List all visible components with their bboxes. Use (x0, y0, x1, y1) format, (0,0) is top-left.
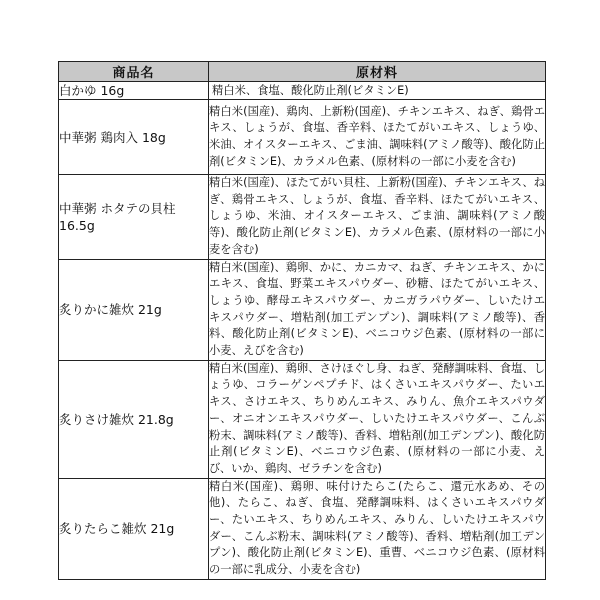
table-row (59, 478, 546, 579)
table-row (59, 100, 546, 175)
product-name-cell: 炙りさけ雑炊 21.8g (59, 360, 209, 478)
table-header-row (59, 62, 546, 82)
ingredients-cell: 精白米(国産)、鶏卵、かに、カニカマ、ねぎ、チキンエキス、かにエキス、食塩、野菜エキスパウダー、砂糖、ほたてがいエキス、しょうゆ、酵母エキスパウダー、カニガラパウダー、しいたけエキスパウダー、増粘剤(加工デンプン)、調味料(アミノ酸等)、香料、酸化防止剤(ビタミンE)、ベニコウジ色素、(原材料の一部に小麦、えびを含む) (209, 259, 546, 360)
product-name-cell: 炙りかに雑炊 21g (59, 259, 209, 360)
table-row (59, 82, 546, 100)
ingredients-table (58, 61, 546, 580)
product-name-cell: 炙りたらこ雑炊 21g (59, 478, 209, 579)
header-ingredients: 原材料 (209, 62, 546, 82)
table-row (59, 175, 546, 260)
ingredients-cell: 精白米、食塩、酸化防止剤(ビタミンE) (209, 82, 546, 100)
header-product-name: 商品名 (59, 62, 209, 82)
ingredients-cell: 精白米(国産)、鶏卵、味付けたらこ(たらこ、還元水あめ、その他)、たらこ、ねぎ、食塩、発酵調味料、はくさいエキスパウダー、たいエキス、ちりめんエキス、みりん、しいたけエキスパウダー、こんぶ粉末、調味料(アミノ酸等)、香料、増粘剤(加工デンプン)、酸化防止剤(ビタミンE)、重曹、ベニコウジ色素、(原材料の一部に乳成分、小麦を含む) (209, 478, 546, 579)
product-name-cell: 白かゆ 16g (59, 82, 209, 100)
ingredients-cell: 精白米(国産)、ほたてがい貝柱、上新粉(国産)、チキンエキス、ねぎ、鶏骨エキス、しょうが、食塩、香辛料、ほたてがいエキス、しょうゆ、米油、オイスターエキス、ごま油、調味料(アミノ酸等)、酸化防止剤(ビタミンE)、カラメル色素、(原材料の一部に小麦を含む) (209, 175, 546, 260)
ingredients-cell: 精白米(国産)、鶏卵、さけほぐし身、ねぎ、発酵調味料、食塩、しょうゆ、コラーゲンペプチド、はくさいエキスパウダー、たいエキス、さけエキス、ちりめんエキス、みりん、魚介エキスパウダー、オニオンエキスパウダー、しいたけエキスパウダー、こんぶ粉末、調味料(アミノ酸等)、香料、増粘剤(加工デンプン)、酸化防止剤(ビタミンE)、ベニコウジ色素、(原材料の一部に小麦、えび、いか、鶏肉、ゼラチンを含む) (209, 360, 546, 478)
product-name-cell: 中華粥 ホタテの貝柱 16.5g (59, 175, 209, 260)
table-row (59, 360, 546, 478)
table-row (59, 259, 546, 360)
product-name-cell: 中華粥 鶏肉入 18g (59, 100, 209, 175)
ingredients-cell: 精白米(国産)、鶏肉、上新粉(国産)、チキンエキス、ねぎ、鶏骨エキス、しょうが、食塩、香辛料、ほたてがいエキス、しょうゆ、米油、オイスターエキス、ごま油、調味料(アミノ酸等)、酸化防止剤(ビタミンE)、カラメル色素、(原材料の一部に小麦を含む) (209, 100, 546, 175)
